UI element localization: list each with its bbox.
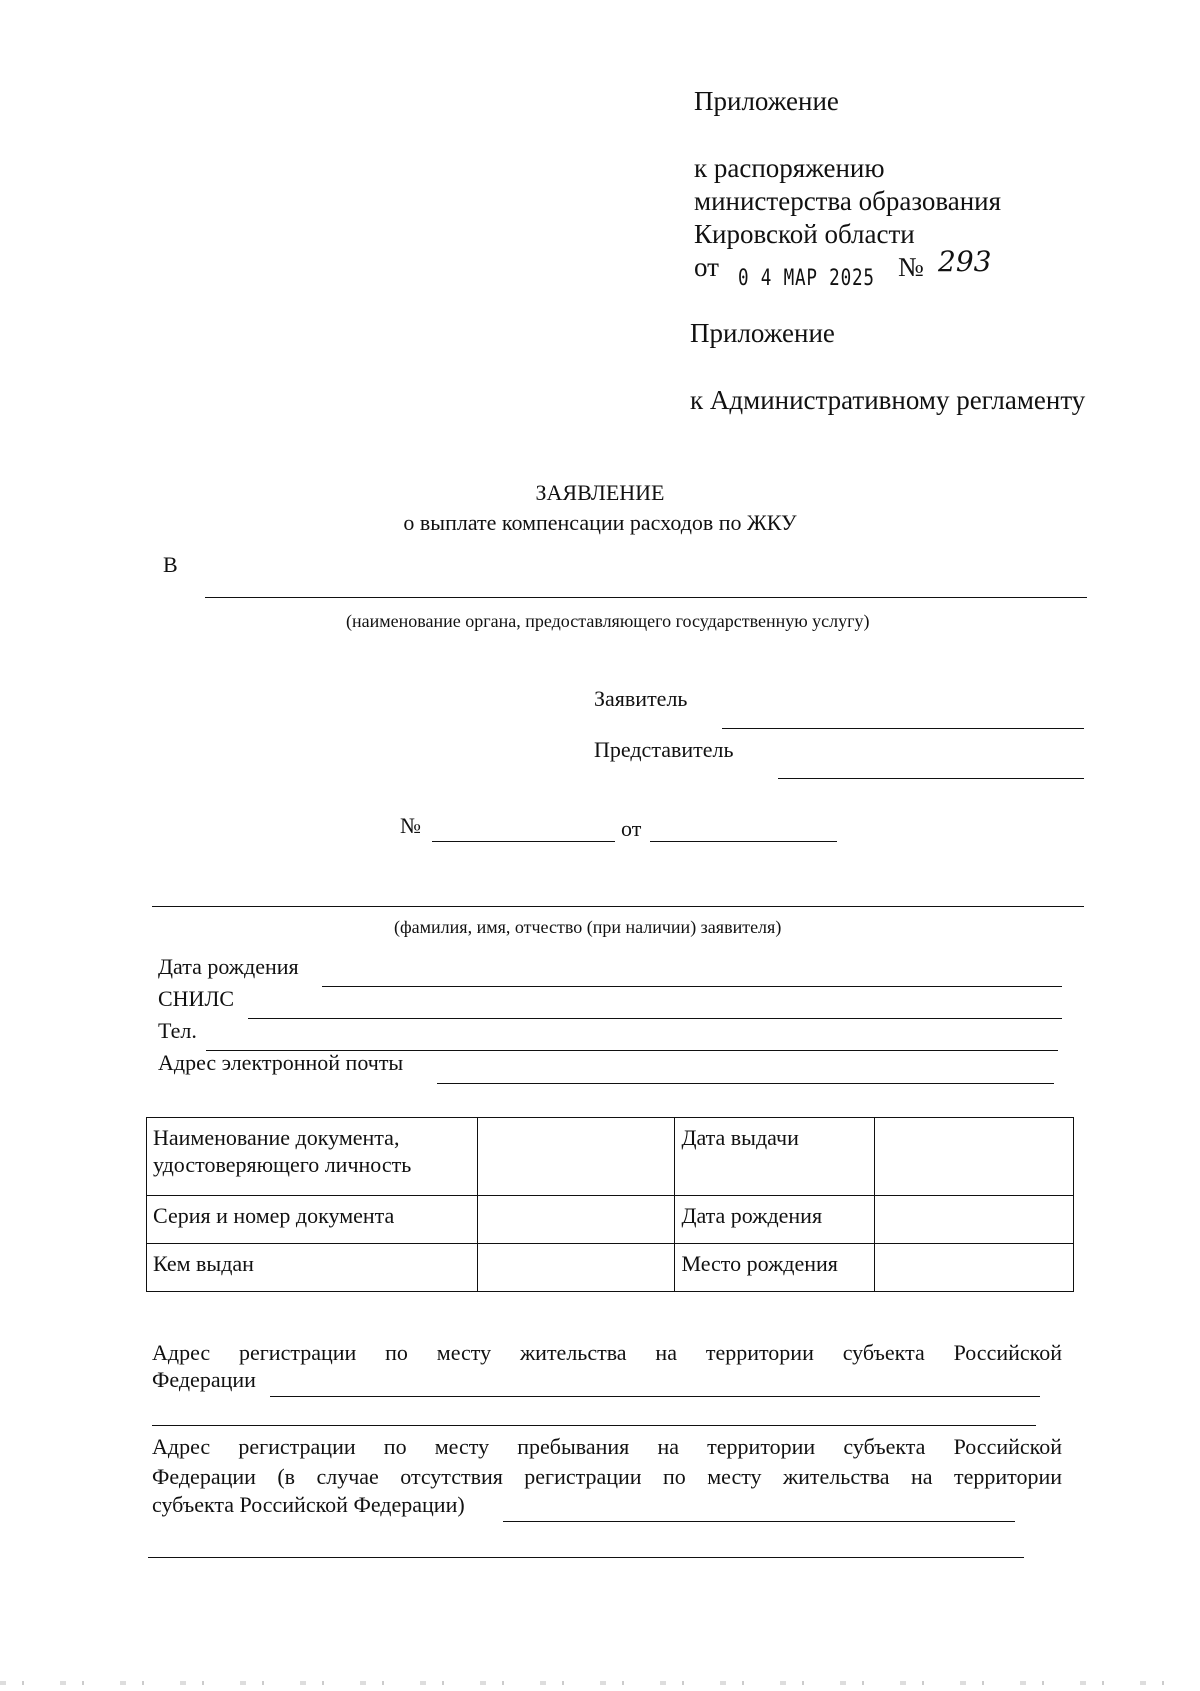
birth-date-label: Дата рождения — [158, 954, 299, 979]
applicant-field[interactable] — [722, 728, 1084, 729]
issue-date-label-cell — [675, 1118, 875, 1196]
order-date-prefix: от — [694, 252, 719, 282]
issue-date-label: Дата выдачи — [681, 1125, 799, 1150]
doc-name-label-line-1: Наименование документа, — [153, 1125, 400, 1150]
table-row — [147, 1196, 1074, 1244]
issued-by-value-cell[interactable] — [477, 1244, 675, 1292]
recipient-field[interactable] — [205, 597, 1087, 598]
birth-date-value-cell[interactable] — [875, 1196, 1074, 1244]
applicant-label: Заявитель — [594, 686, 688, 711]
residence-address-field[interactable] — [270, 1396, 1040, 1397]
to-order-line-3: Кировской области — [694, 219, 915, 249]
registration-number-label: № — [400, 813, 421, 838]
registration-date-field[interactable] — [650, 841, 837, 842]
document-title: ЗАЯВЛЕНИЕ — [535, 480, 665, 505]
to-order-line-2: министерства образования — [694, 186, 1002, 216]
document-subtitle: о выплате компенсации расходов по ЖКУ — [403, 510, 797, 535]
issued-by-label-cell — [147, 1244, 478, 1292]
order-number-prefix: № — [898, 252, 924, 282]
snils-label: СНИЛС — [158, 986, 235, 1011]
birth-place-value-cell[interactable] — [875, 1244, 1074, 1292]
identity-document-table — [146, 1117, 1074, 1292]
issued-by-label: Кем выдан — [153, 1251, 254, 1276]
birth-place-label-cell — [675, 1244, 875, 1292]
applicant-name-field[interactable] — [152, 906, 1084, 907]
residence-address-line-1: Адрес регистрации по месту жительства на территории субъекта Российской — [152, 1340, 1062, 1365]
series-number-label-cell — [147, 1196, 478, 1244]
birth-place-label: Место рождения — [681, 1251, 838, 1276]
order-number-handwritten: 293 — [938, 245, 992, 278]
scan-artifact-line — [0, 1681, 1200, 1685]
email-label: Адрес электронной почты — [158, 1050, 404, 1075]
to-regulation: к Административному регламенту — [690, 385, 1086, 415]
representative-field[interactable] — [778, 778, 1084, 779]
stay-address-line-3: субъекта Российской Федерации) — [152, 1492, 465, 1517]
to-order-line-1: к распоряжению — [694, 153, 885, 183]
residence-address-line-2: Федерации — [152, 1367, 256, 1392]
issue-date-value-cell[interactable] — [875, 1118, 1074, 1196]
recipient-caption: (наименование органа, предоставляющего государственную услугу) — [346, 611, 870, 631]
registration-date-label: от — [621, 816, 642, 841]
doc-name-label-line-2: удостоверяющего личность — [153, 1152, 412, 1177]
representative-label: Представитель — [594, 737, 734, 762]
series-number-value-cell[interactable] — [477, 1196, 675, 1244]
table-row — [147, 1118, 1074, 1196]
stay-address-line-1: Адрес регистрации по месту пребывания на территории субъекта Российской — [152, 1434, 1062, 1459]
doc-name-value-cell[interactable] — [477, 1118, 675, 1196]
registration-number-field[interactable] — [432, 841, 615, 842]
recipient-prefix: В — [163, 552, 178, 577]
birth-date-label-cell — [675, 1196, 875, 1244]
birth-date-field[interactable] — [322, 986, 1062, 987]
email-field[interactable] — [437, 1083, 1054, 1084]
appendix-title-2: Приложение — [690, 318, 835, 348]
table-birth-date-label: Дата рождения — [681, 1203, 823, 1228]
snils-field[interactable] — [248, 1018, 1062, 1019]
stay-address-line-2: Федерации (в случае отсутствия регистрации по месту жительства на территории — [152, 1464, 1062, 1489]
applicant-name-caption: (фамилия, имя, отчество (при наличии) заявителя) — [394, 917, 782, 937]
stay-address-field-2[interactable] — [148, 1557, 1024, 1558]
stay-address-field[interactable] — [503, 1521, 1015, 1522]
table-row — [147, 1244, 1074, 1292]
doc-name-label-cell — [147, 1118, 478, 1196]
residence-address-field-2[interactable] — [152, 1425, 1036, 1426]
order-date-stamp: 0 4 МАР 2025 — [738, 266, 875, 291]
phone-label: Тел. — [158, 1018, 197, 1043]
appendix-title: Приложение — [694, 86, 839, 116]
series-number-label: Серия и номер документа — [153, 1203, 395, 1228]
